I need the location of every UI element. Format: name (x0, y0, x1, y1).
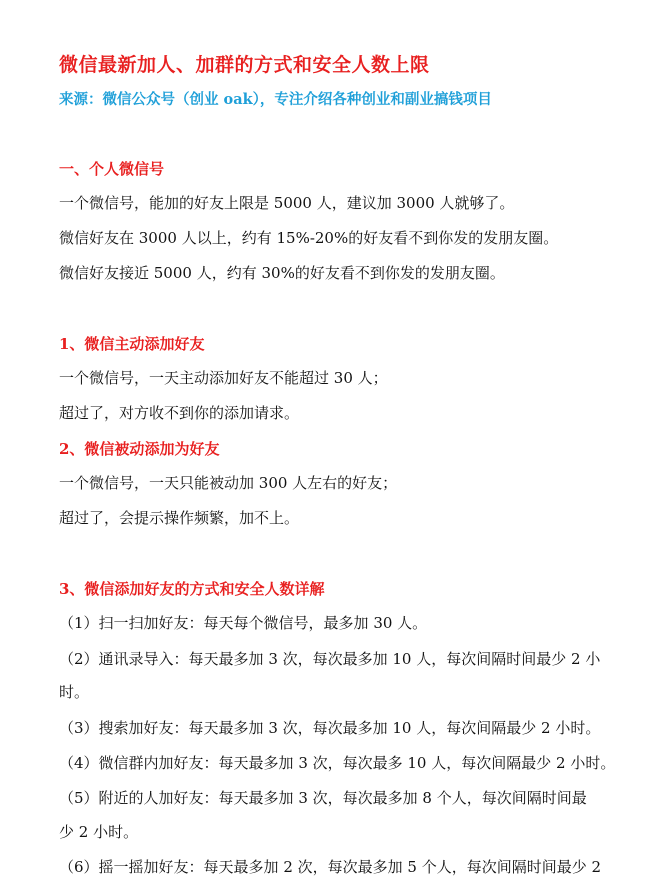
subsection-heading-passive-add: 2、微信被动添加为好友 (59, 440, 220, 458)
source-line: 来源：微信公众号（创业 oak），专注介绍各种创业和副业搞钱项目 (59, 91, 492, 108)
list-item-line: 时。 (59, 683, 90, 701)
paragraph-line: 一个微信号，一天主动添加好友不能超过 30 人； (59, 369, 388, 387)
paragraph-line: 超过了，对方收不到你的添加请求。 (59, 404, 300, 422)
list-item-line: （4）微信群内加好友：每天最多加 3 次，每次最多 10 人，每次间隔最少 2 小时。 (59, 754, 616, 772)
section-heading-personal-wechat: 一、个人微信号 (59, 160, 165, 178)
list-item-line: （3）搜索加好友：每天最多加 3 次，每次最多加 10 人，每次间隔最少 2 小时。 (59, 719, 601, 737)
list-item-line: （1）扫一扫加好友：每天每个微信号，最多加 30 人。 (59, 614, 428, 632)
paragraph-line: 微信好友在 3000 人以上，约有 15%-20%的好友看不到你发的发朋友圈。 (59, 229, 559, 247)
list-item-line: 少 2 小时。 (59, 823, 139, 841)
document-title: 微信最新加人、加群的方式和安全人数上限 (59, 54, 430, 76)
subsection-heading-add-methods: 3、微信添加好友的方式和安全人数详解 (59, 580, 325, 598)
paragraph-line: 微信好友接近 5000 人，约有 30%的好友看不到你发的发朋友圈。 (59, 264, 505, 282)
list-item-line: （2）通讯录导入：每天最多加 3 次，每次最多加 10 人，每次间隔时间最少 2 小 (59, 650, 601, 668)
paragraph-line: 一个微信号，一天只能被动加 300 人左右的好友； (59, 474, 398, 492)
list-item-line: （6）摇一摇加好友：每天最多加 2 次，每次最多加 5 个人，每次间隔时间最少 2 (59, 858, 602, 876)
paragraph-line: 超过了，会提示操作频繁，加不上。 (59, 509, 300, 527)
subsection-heading-active-add: 1、微信主动添加好友 (59, 335, 205, 353)
paragraph-line: 一个微信号，能加的好友上限是 5000 人，建议加 3000 人就够了。 (59, 194, 515, 212)
list-item-line: （5）附近的人加好友：每天最多加 3 次，每次最多加 8 个人，每次间隔时间最 (59, 789, 587, 807)
